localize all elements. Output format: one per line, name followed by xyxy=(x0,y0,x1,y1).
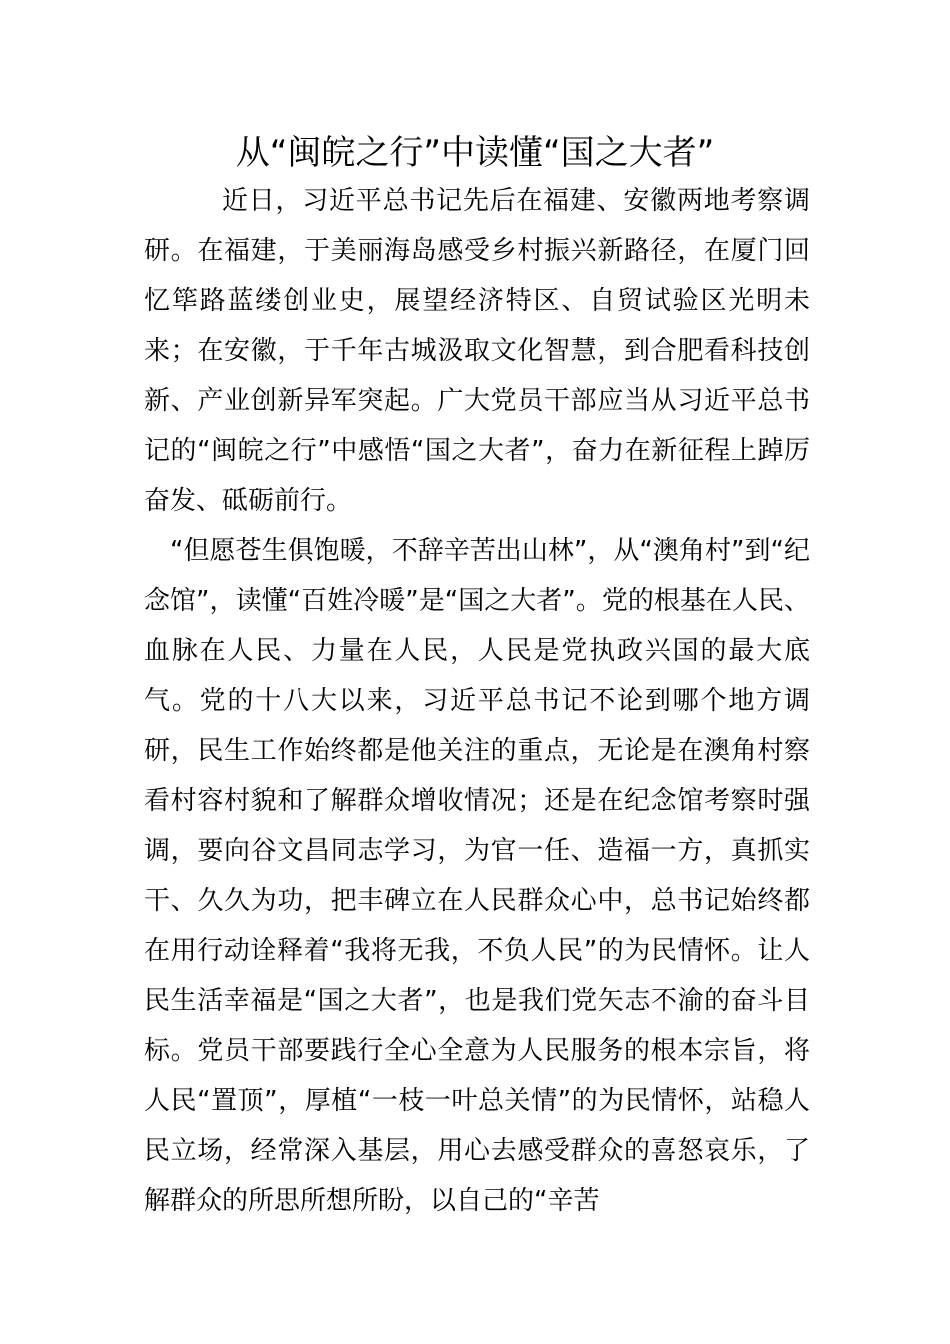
document-body xyxy=(144,176,810,1226)
document-title: 从“闽皖之行”中读懂“国之大者” xyxy=(235,133,715,173)
paragraph-intro: 近日，习近平总书记先后在福建、安徽两地考察调研。在福建，于美丽海岛感受乡村振兴新路径，在厦门回忆筚路蓝缕创业史，展望经济特区、自贸试验区光明未来；在安徽，于千年古城汲取文化智慧，到合肥看科技创新、产业创新异军突起。广大党员干部应当从习近平总书记的“闽皖之行”中感悟“国之大者”，奋力在新征程上踔厉奋发、砥砺前行。 xyxy=(144,186,810,516)
paragraph-people-livelihood: “但愿苍生俱饱暖，不辞辛苦出山林”，从“澳角村”到“纪念馆”，读懂“百姓冷暖”是“国之大者”。党的根基在人民、血脉在人民、力量在人民，人民是党执政兴国的最大底气。党的十八大以来，习近平总书记不论到哪个地方调研，民生工作始终都是他关注的重点，无论是在澳角村察看村容村貌和了解群众增收情况；还是在纪念馆考察时强调，要向谷文昌同志学习，为官一任、造福一方，真抓实干、久久为功，把丰碑立在人民群众心中，总书记始终都在用行动诠释着“我将无我，不负人民”的为民情怀。让人民生活幸福是“国之大者”，也是我们党矢志不渝的奋斗目标。党员干部要践行全心全意为人民服务的根本宗旨，将人民“置顶”，厚植“一枝一叶总关情”的为民情怀，站稳人民立场，经常深入基层，用心去感受群众的喜怒哀乐，了解群众的所思所想所盼，以自己的“辛苦 xyxy=(144,536,810,1216)
